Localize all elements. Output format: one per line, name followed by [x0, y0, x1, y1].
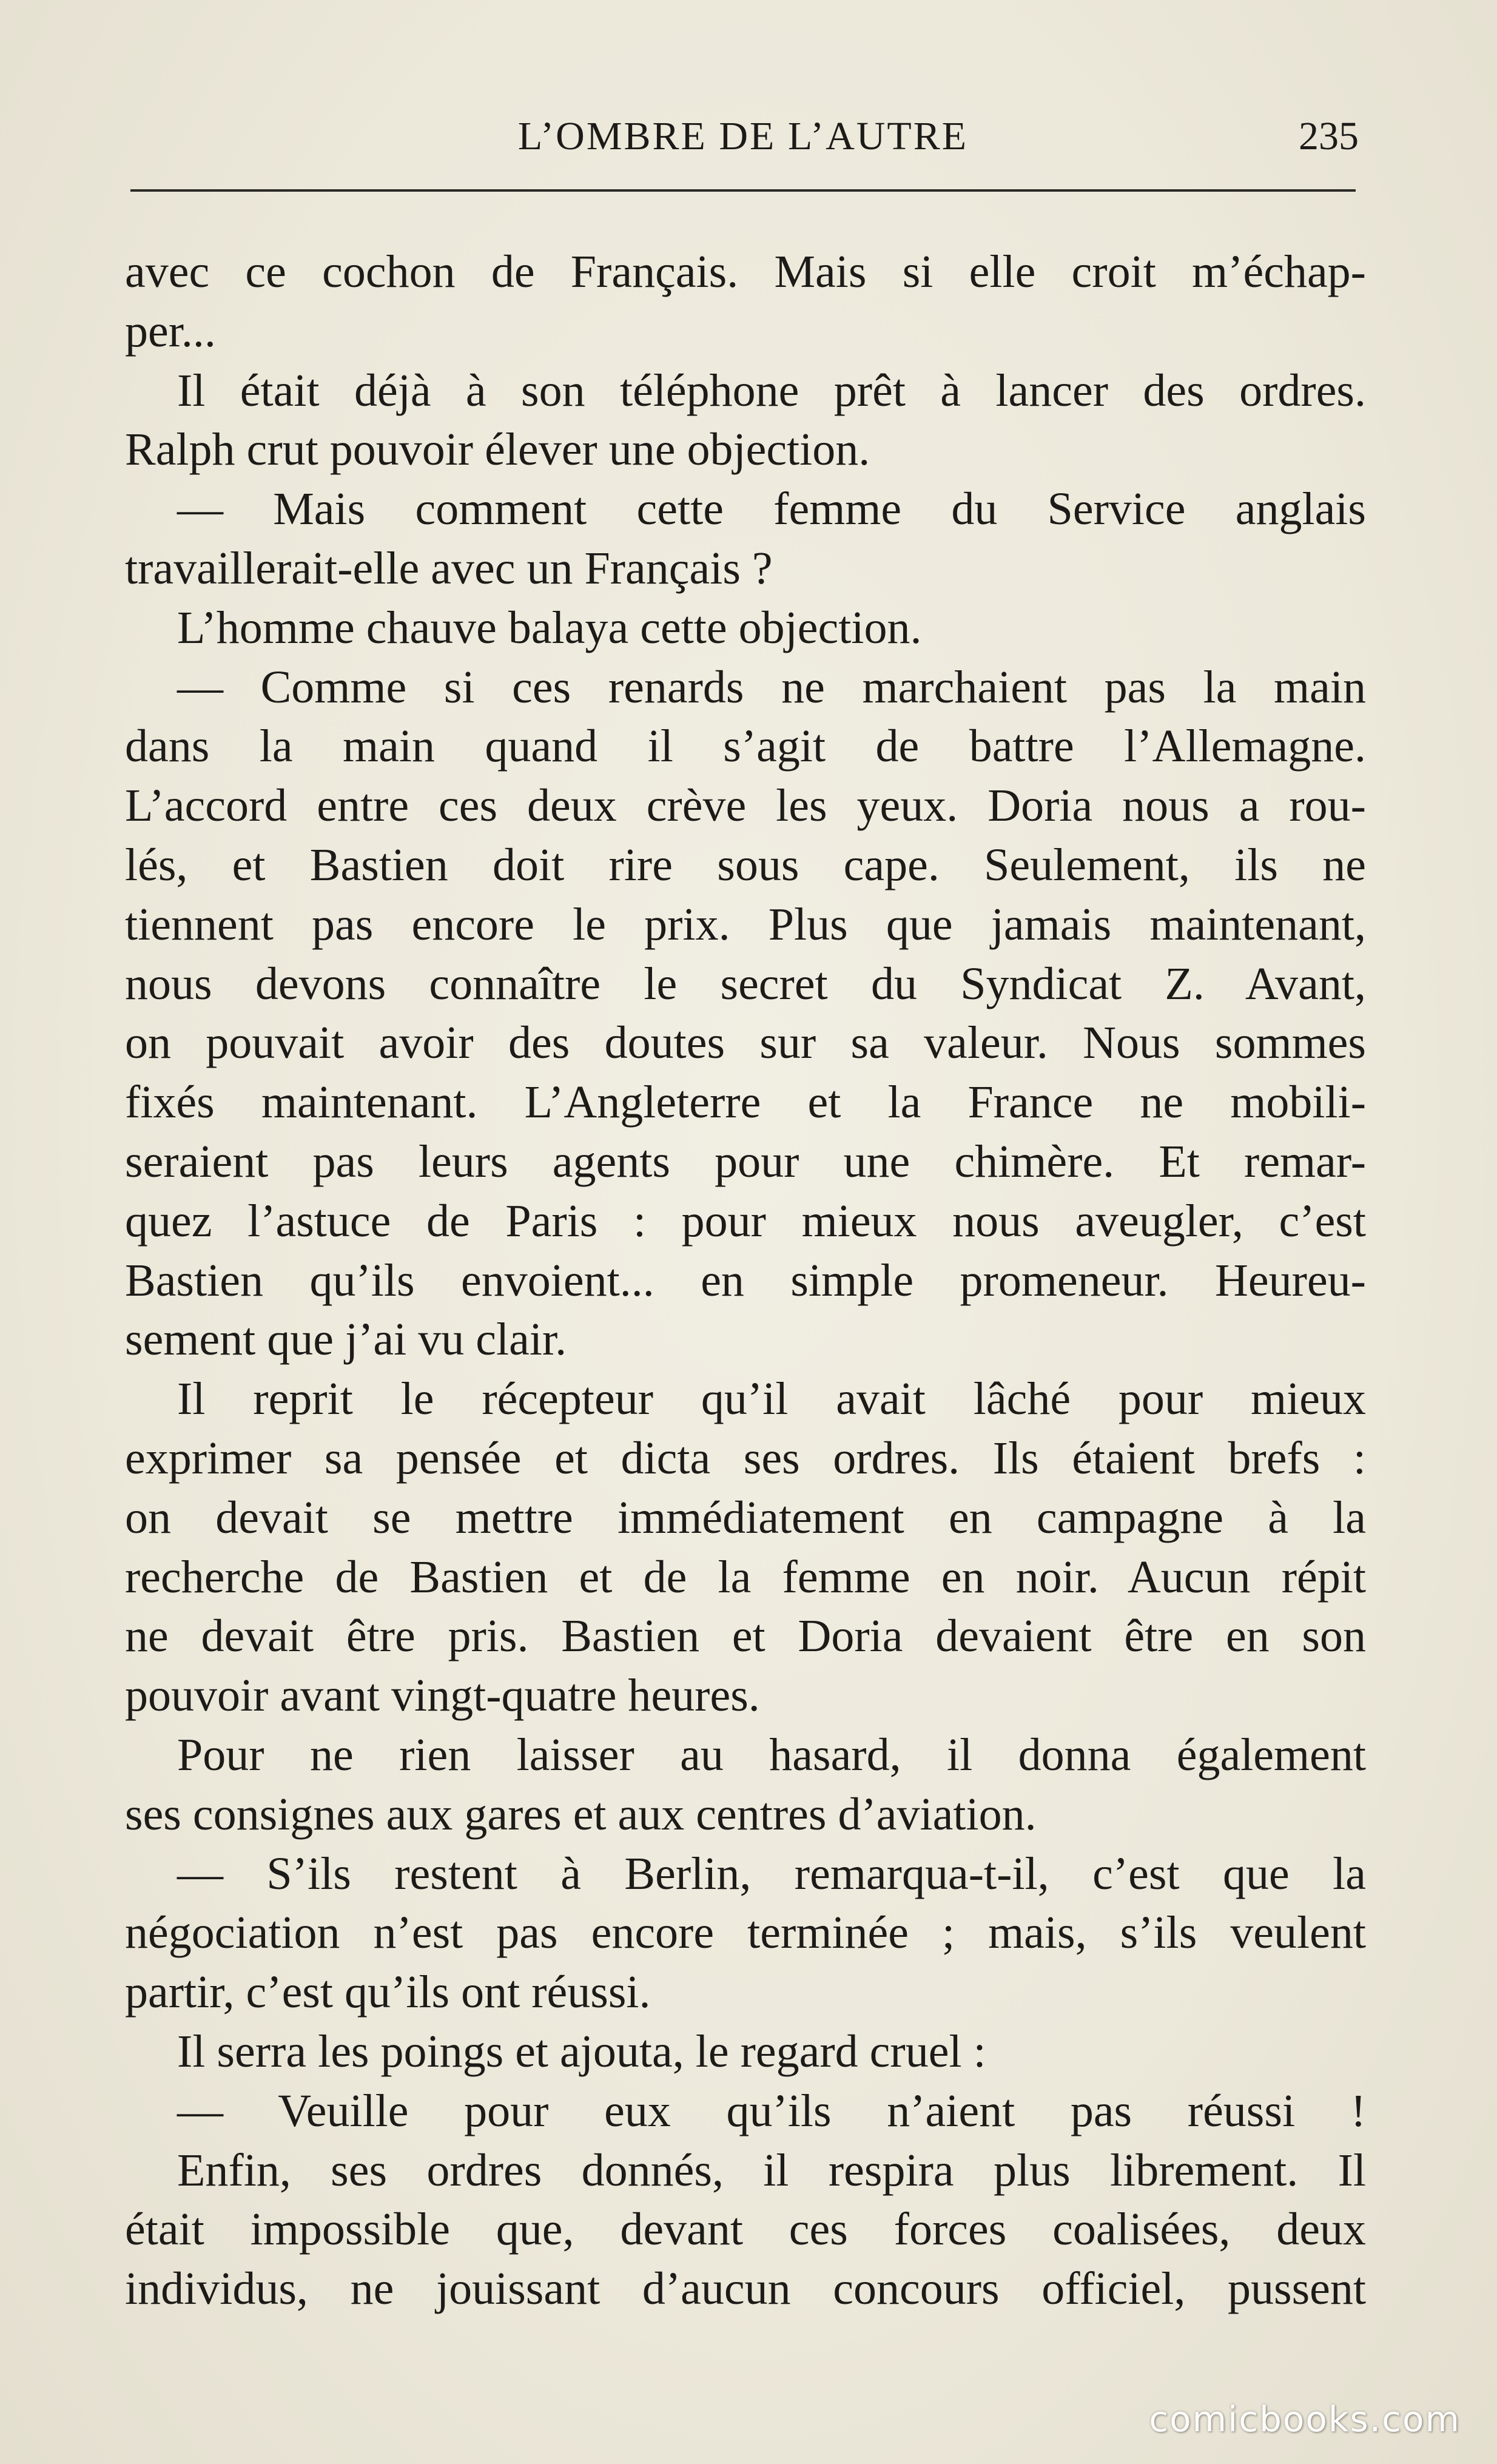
- text-line: recherche de Bastien et de la femme en noir. Aucun répit: [125, 1551, 1366, 1603]
- text-line: individus, ne jouissant d’aucun concours officiel, pussent: [125, 2263, 1366, 2315]
- text-line: Ralph crut pouvoir élever une objection.: [125, 424, 870, 476]
- page-header: [127, 109, 1359, 164]
- text-line: — Veuille pour eux qu’ils n’aient pas réussi !: [177, 2085, 1366, 2136]
- text-line: L’accord entre ces deux crève les yeux. Doria nous a rou-: [125, 780, 1366, 832]
- text-line: tiennent pas encore le prix. Plus que jamais maintenant,: [125, 898, 1366, 950]
- text-line: per...: [125, 305, 216, 357]
- text-line: dans la main quand il s’agit de battre l’Allemagne.: [125, 721, 1366, 772]
- text-line: travaillerait-elle avec un Français ?: [125, 542, 773, 594]
- text-line: pouvoir avant vingt-quatre heures.: [125, 1670, 760, 1722]
- text-line: on pouvait avoir des doutes sur sa valeur. Nous sommes: [125, 1017, 1366, 1069]
- text-line: — Comme si ces renards ne marchaient pas la main: [177, 661, 1366, 713]
- text-line: — Mais comment cette femme du Service anglais: [177, 483, 1366, 535]
- body-text: [125, 243, 1366, 2319]
- page-number: 235: [1299, 114, 1359, 158]
- text-line: Enfin, ses ordres donnés, il respira plus librement. Il: [177, 2144, 1366, 2196]
- text-line: — S’ils restent à Berlin, remarqua-t-il, c’est que la: [177, 1848, 1366, 1899]
- text-line: quez l’astuce de Paris : pour mieux nous aveugler, c’est: [125, 1195, 1366, 1247]
- text-line: avec ce cochon de Français. Mais si elle croit m’échap-: [125, 246, 1366, 297]
- text-line: Il serra les poings et ajouta, le regard cruel :: [177, 2025, 986, 2077]
- text-line: on devait se mettre immédiatement en campagne à la: [125, 1492, 1366, 1543]
- text-line: sement que j’ai vu clair.: [125, 1314, 567, 1365]
- text-line: ses consignes aux gares et aux centres d’aviation.: [125, 1788, 1037, 1840]
- running-title: L’OMBRE DE L’AUTRE: [517, 114, 969, 158]
- text-line: était impossible que, devant ces forces coalisées, deux: [125, 2204, 1366, 2255]
- text-line: ne devait être pris. Bastien et Doria devaient être en son: [125, 1611, 1366, 1662]
- watermark: comicbooks.com: [1149, 2398, 1461, 2440]
- text-line: nous devons connaître le secret du Syndicat Z. Avant,: [125, 958, 1366, 1009]
- text-line: Il était déjà à son téléphone prêt à lancer des ordres.: [177, 365, 1366, 416]
- text-line: Bastien qu’ils envoient... en simple promeneur. Heureu-: [125, 1254, 1366, 1306]
- text-line: exprimer sa pensée et dicta ses ordres. Ils étaient brefs :: [125, 1432, 1366, 1484]
- text-line: seraient pas leurs agents pour une chimère. Et remar-: [125, 1136, 1366, 1187]
- text-line: lés, et Bastien doit rire sous cape. Seulement, ils ne: [125, 839, 1366, 890]
- text-line: négociation n’est pas encore terminée ; mais, s’ils veulent: [125, 1907, 1366, 1959]
- text-line: partir, c’est qu’ils ont réussi.: [125, 1967, 651, 2018]
- text-line: Pour ne rien laisser au hasard, il donna également: [177, 1729, 1366, 1780]
- text-line: L’homme chauve balaya cette objection.: [177, 602, 922, 653]
- text-line: fixés maintenant. L’Angleterre et la France ne mobili-: [125, 1077, 1366, 1128]
- header-rule: [130, 189, 1356, 192]
- text-line: Il reprit le récepteur qu’il avait lâché pour mieux: [177, 1373, 1366, 1425]
